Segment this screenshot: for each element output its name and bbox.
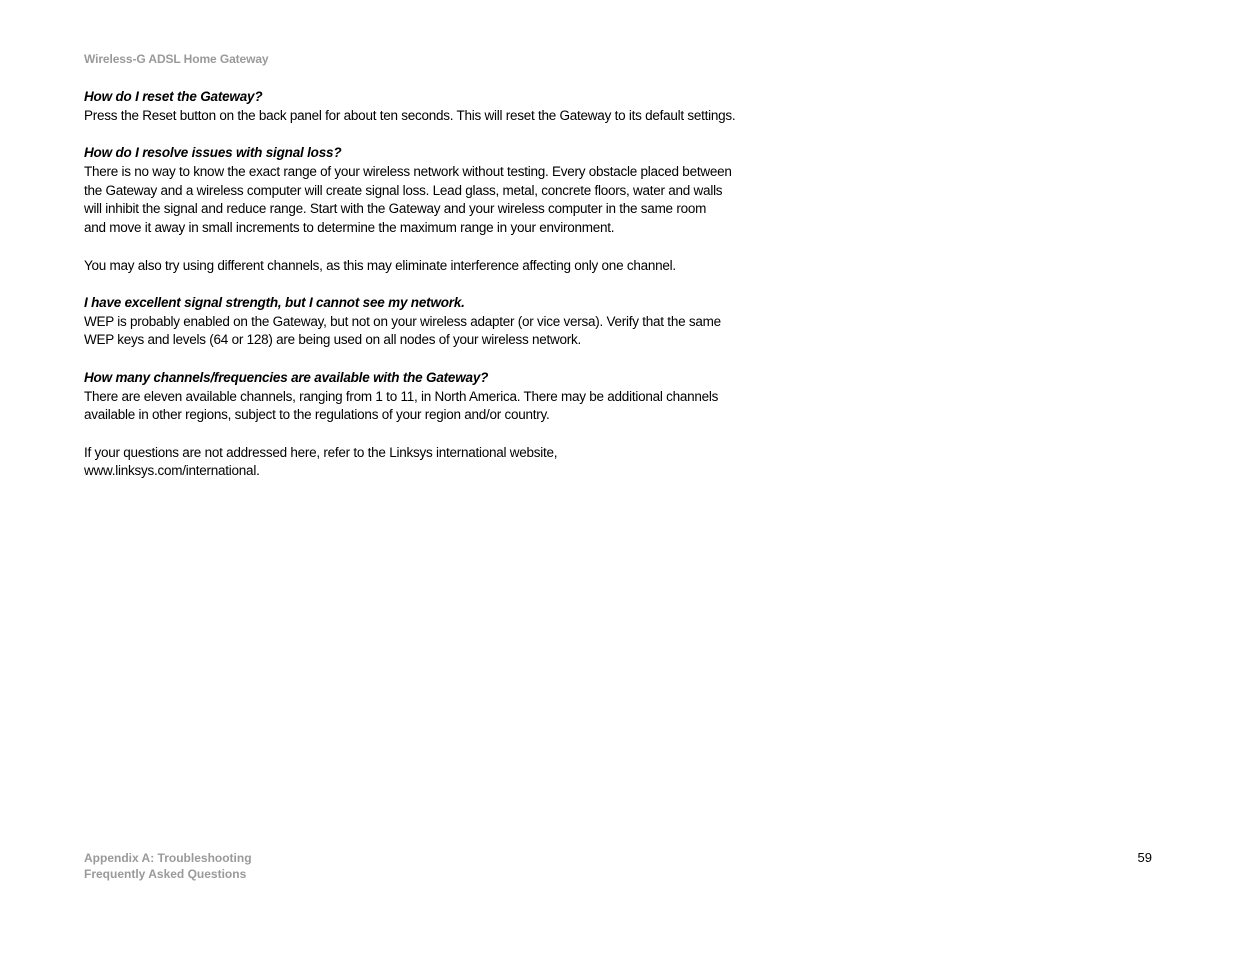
faq-item-channels [84, 369, 774, 425]
faq-content [84, 88, 774, 500]
faq-item-reset [84, 88, 774, 126]
faq-question: How do I reset the Gateway? [84, 89, 263, 104]
faq-item-signal-loss [84, 144, 774, 238]
footer-subsection: Frequently Asked Questions [84, 867, 247, 881]
faq-question: How do I resolve issues with signal loss? [84, 145, 342, 161]
running-header: Wireless-G ADSL Home Gateway [84, 52, 269, 66]
faq-answer: There are eleven available channels, ranging from 1 to 11, in North America. There may be additional channels available in other regions, subject to the regulations of your region and/or country. [84, 388, 719, 423]
footer-section: Appendix A: Troubleshooting [84, 851, 252, 865]
footer-section-info [84, 850, 252, 882]
faq-answer: Press the Reset button on the back panel for about ten seconds. This will reset the Gateway to its default settings. [84, 107, 736, 123]
closing-note: If your questions are not addressed here, refer to the Linksys international website, www.linksys.com/international. [84, 444, 558, 479]
faq-question: I have excellent signal strength, but I cannot see my network. [84, 294, 465, 310]
faq-question: How many channels/frequencies are available with the Gateway? [84, 369, 489, 385]
faq-item-cannot-see-network [84, 294, 774, 350]
channels-note: You may also try using different channels, as this may eliminate interference affecting only one channel. [84, 257, 676, 273]
faq-answer: WEP is probably enabled on the Gateway, but not on your wireless adapter (or vice versa). Verify that the same WEP keys and levels (64 or 128) are being used on all nodes of your wireless network. [84, 313, 721, 348]
page-number: 59 [1137, 850, 1152, 865]
faq-answer: There is no way to know the exact range of your wireless network without testing. Every obstacle placed between the Gateway and a wireless computer will create signal loss. Lead glass, metal, concrete floors, water and walls will inhibit the signal and reduce range. Start with the Gateway and your wireless computer in the same room and move it away in small increments to determine the maximum range in your environment. [84, 163, 732, 236]
